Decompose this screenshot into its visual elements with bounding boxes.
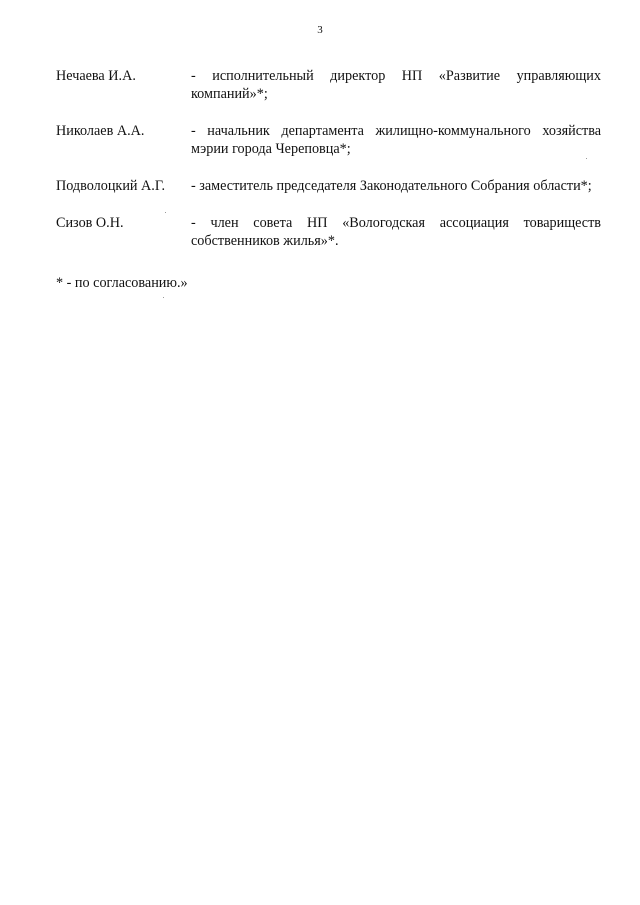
- scan-speck: [586, 158, 587, 159]
- member-name: Нечаева И.А.: [56, 68, 136, 84]
- member-name: Николаев А.А.: [56, 123, 145, 139]
- member-name: Подволоцкий А.Г.: [56, 178, 165, 194]
- member-list: [56, 67, 601, 269]
- member-role: - исполнительный директор НП «Развитие управляющих компаний»*;: [191, 68, 601, 102]
- member-row: [56, 67, 601, 103]
- member-row: [56, 122, 601, 158]
- scan-speck: [165, 212, 166, 213]
- member-row: [56, 177, 601, 195]
- member-role: - член совета НП «Вологодская ассоциация товариществ собственников жилья»*.: [191, 215, 601, 249]
- member-row: [56, 214, 601, 250]
- footnote: * - по согласованию.»: [56, 275, 188, 291]
- member-role: - начальник департамента жилищно-коммунального хозяйства мэрии города Череповца*;: [191, 123, 601, 157]
- member-role: - заместитель председателя Законодательного Собрания области*;: [191, 178, 592, 194]
- page-number: 3: [317, 24, 323, 36]
- member-name: Сизов О.Н.: [56, 215, 124, 231]
- scan-speck: [163, 297, 164, 298]
